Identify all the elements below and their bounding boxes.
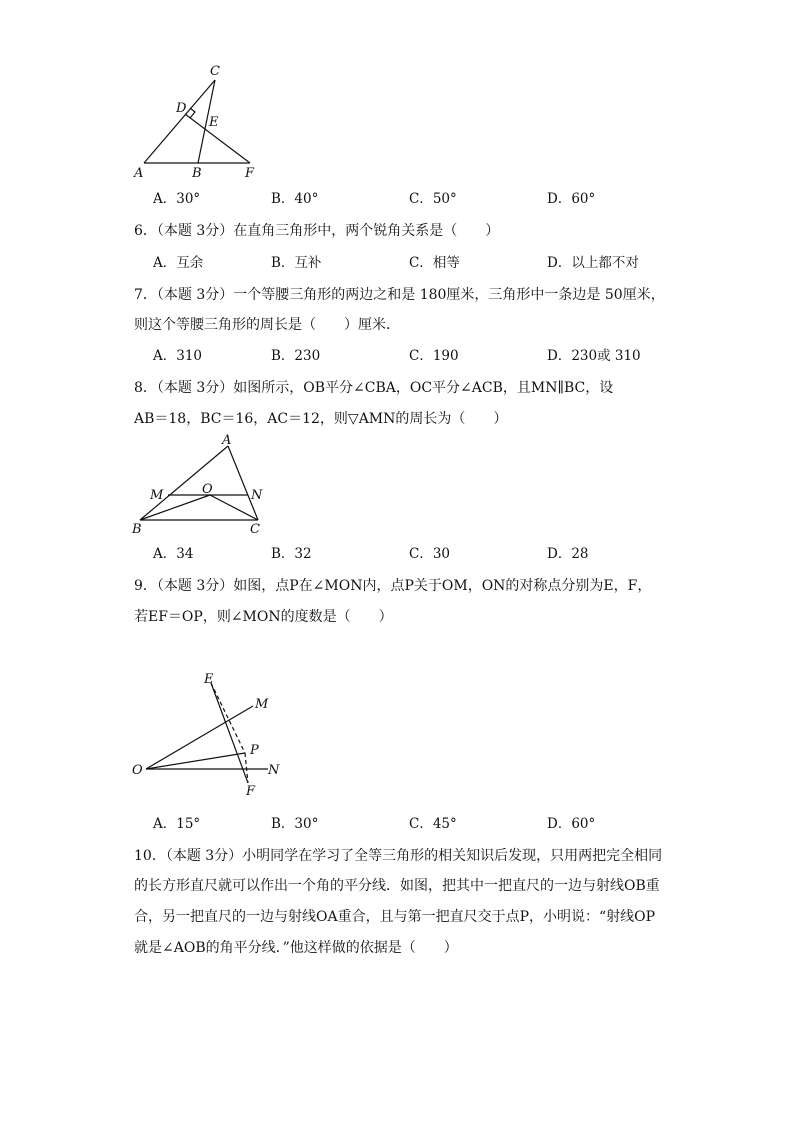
q6-option-d[interactable]: D．以上都不对	[547, 255, 639, 271]
q7-stem-line2: 则这个等腰三角形的周长是（ ）厘米．	[134, 317, 400, 333]
q9-option-c[interactable]: C．45°	[409, 816, 457, 832]
segment-EF	[211, 683, 248, 783]
ray-OM	[146, 706, 253, 769]
label-B: B	[132, 522, 142, 537]
label-N: N	[251, 488, 263, 503]
q7-option-c[interactable]: C．190	[409, 348, 459, 364]
label-A: A	[134, 166, 144, 181]
q9-figure	[128, 668, 298, 798]
right-angle-mark	[190, 108, 195, 118]
label-D: D	[176, 101, 187, 116]
q8-options	[153, 544, 713, 564]
q7-option-d[interactable]: D．230或 310	[547, 348, 641, 364]
q9-diagram	[128, 668, 298, 798]
label-B: B	[192, 166, 202, 181]
q10-stem-line3: 合，另一把直尺的一边与射线OA重合，且与第一把直尺交于点P，小明说：“射线OP	[134, 909, 656, 925]
q5-diagram	[128, 60, 268, 180]
q5-option-c[interactable]: C．50°	[409, 191, 457, 207]
q7-option-a[interactable]: A．310	[153, 348, 203, 364]
label-F: F	[246, 784, 256, 799]
q10-stem-line1: 10．（本题 3分）小明同学在学习了全等三角形的相关知识后发现，只用两把完全相同	[134, 848, 663, 864]
q9-options	[153, 814, 713, 834]
q5-figure	[128, 60, 268, 180]
q8-diagram	[128, 432, 278, 542]
q6-stem: 6．（本题 3分）在直角三角形中，两个锐角关系是（ ）	[134, 223, 500, 239]
q6-option-c[interactable]: C．相等	[409, 255, 460, 271]
q7-stem-line1: 7．（本题 3分）一个等腰三角形的两边之和是 180厘米，三角形中一条边是 50厘米，	[134, 287, 665, 303]
label-E: E	[209, 115, 219, 130]
label-E: E	[204, 672, 214, 687]
label-P: P	[250, 743, 259, 758]
label-O: O	[202, 482, 213, 497]
q9-stem-line2: 若EF＝OP，则∠MON的度数是（ ）	[134, 609, 393, 625]
q10-stem-line4: 就是∠AOB的角平分线．”他这样做的依据是（ ）	[134, 940, 458, 956]
segment-AC	[144, 80, 215, 163]
label-O: O	[132, 763, 143, 778]
label-C: C	[250, 522, 260, 537]
q9-stem-line1: 9．（本题 3分）如图，点P在∠MON内，点P关于OM，ON的对称点分别为E，F，	[134, 578, 652, 594]
q8-option-c[interactable]: C．30	[409, 546, 451, 562]
segment-EP-dashed	[211, 683, 245, 753]
label-N: N	[268, 763, 280, 778]
q8-option-a[interactable]: A．34	[153, 546, 194, 562]
q5-option-d[interactable]: D．60°	[547, 191, 596, 207]
q9-option-b[interactable]: B．30°	[271, 816, 319, 832]
label-F: F	[245, 166, 255, 181]
q5-option-b[interactable]: B．40°	[271, 191, 319, 207]
label-A: A	[222, 433, 232, 448]
label-C: C	[210, 64, 220, 79]
q8-stem-line2: AB＝18，BC＝16，AC＝12，则▽AMN的周长为（ ）	[134, 411, 508, 427]
q7-option-b[interactable]: B．230	[271, 348, 321, 364]
q6-options	[153, 253, 713, 273]
q8-stem-line1: 8．（本题 3分）如图所示，OB平分∠CBA，OC平分∠ACB，且MN∥BC，设	[134, 380, 614, 396]
segment-AC	[228, 446, 258, 520]
q5-options	[153, 189, 713, 209]
q9-option-a[interactable]: A．15°	[153, 816, 201, 832]
q10-stem-line2: 的长方形直尺就可以作出一个角的平分线．如图，把其中一把直尺的一边与射线OB重	[134, 878, 660, 894]
segment-AB	[140, 446, 228, 520]
q7-options	[153, 346, 713, 366]
q9-option-d[interactable]: D．60°	[547, 816, 596, 832]
label-M: M	[255, 697, 269, 712]
q8-option-b[interactable]: B．32	[271, 546, 312, 562]
q5-option-a[interactable]: A．30°	[153, 191, 201, 207]
q6-option-a[interactable]: A．互余	[153, 255, 204, 271]
q8-option-d[interactable]: D．28	[547, 546, 589, 562]
label-M: M	[150, 488, 164, 503]
q8-figure	[128, 432, 278, 542]
q6-option-b[interactable]: B．互补	[271, 255, 322, 271]
segment-OP	[146, 753, 245, 769]
